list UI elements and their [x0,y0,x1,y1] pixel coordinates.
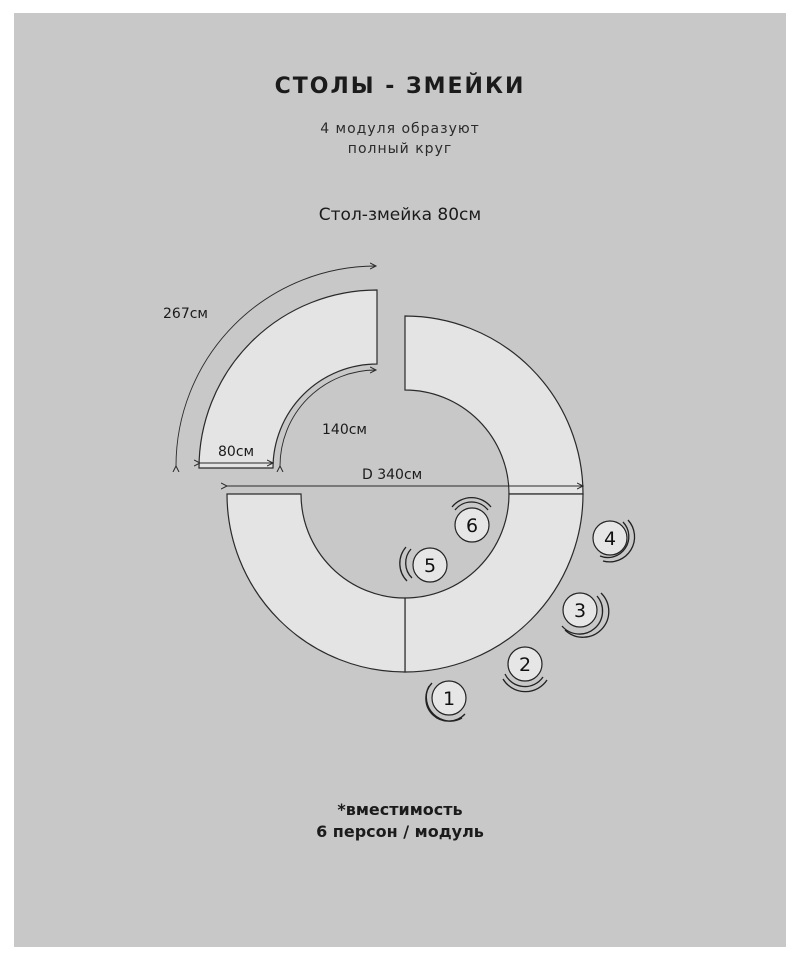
subtitle-line-1: 4 модуля образуют [320,121,480,137]
seat-2-number: 2 [518,654,532,676]
seat-6-number: 6 [465,515,479,537]
table-module-bottom-right [405,494,583,672]
width-label: 80см [218,444,255,460]
table-module-bottom-left [227,494,405,672]
table-heading: Стол-змейка 80см [318,205,482,225]
seat-1 [426,681,466,721]
seat-1-number: 1 [442,688,456,710]
seat-3-number: 3 [573,600,587,622]
outer-diameter-label: D 340см [362,467,423,483]
table-module-top-right [405,316,583,494]
arc-length-label: 267см [163,306,208,322]
inner-diameter-label: 140см [322,422,367,438]
seat-5 [400,547,447,582]
seat-3 [562,593,609,637]
seat-4 [593,520,635,562]
seat-2 [503,647,547,692]
table-module-top-left [199,290,377,468]
seat-4-number: 4 [603,528,617,550]
seat-5-number: 5 [423,555,437,577]
page-title: СТОЛЫ - ЗМЕЙКИ [274,74,526,99]
subtitle-line-2: полный круг [347,141,453,157]
capacity-caption-line-1: *вместимость [337,800,463,819]
capacity-caption-line-2: 6 персон / модуль [316,822,484,841]
seat-6 [452,498,491,542]
